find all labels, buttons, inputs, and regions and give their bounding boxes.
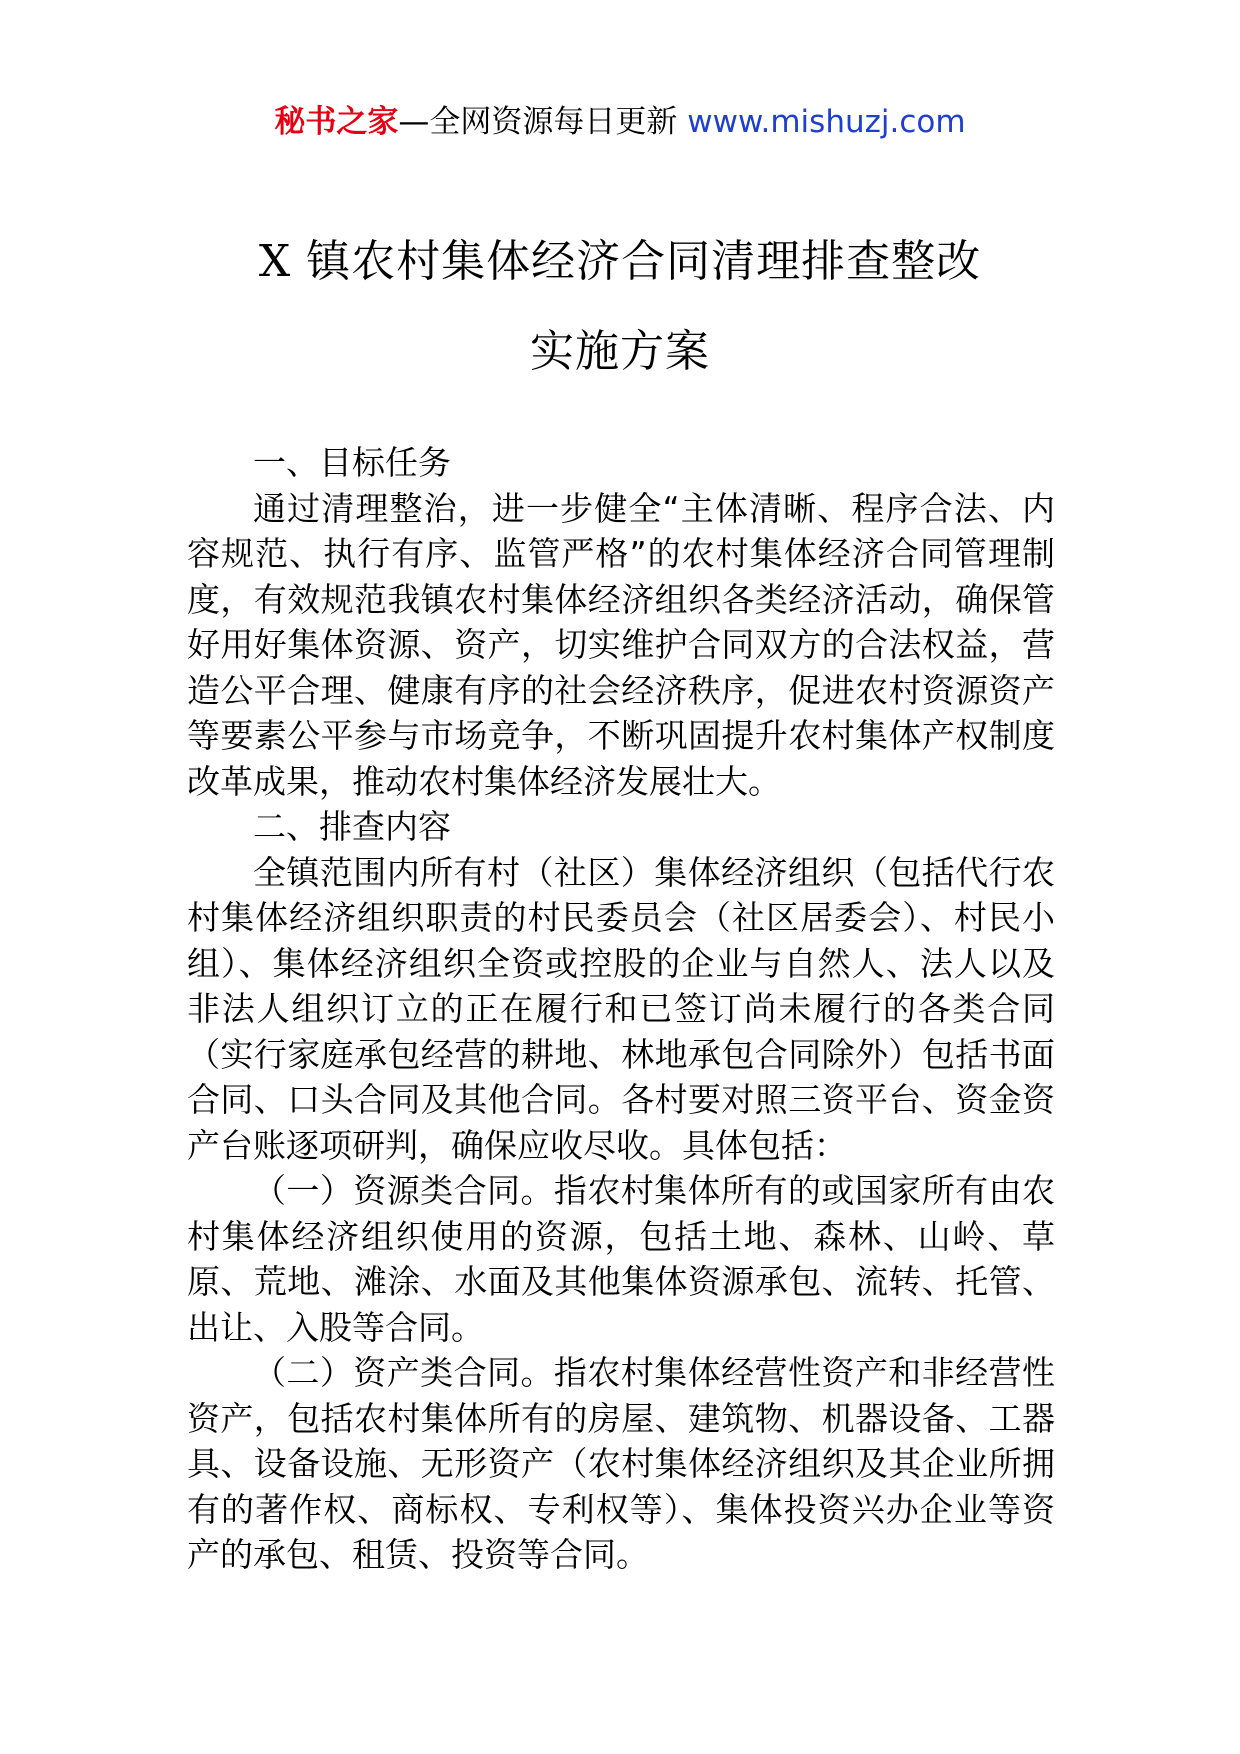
sub-item-asset-contracts: （二）资产类合同。指农村集体经营性资产和非经营性资产，包括农村集体所有的房屋、建筑物、机器设备、工器具、设备设施、无形资产（农村集体经济组织及其企业所拥有的著作权、商标权、专利权等）、集体投资兴办企业等资产的承包、租赁、投资等合同。 (187, 1353, 1055, 1574)
header-tagline: —全网资源每日更新 (398, 104, 688, 140)
section-paragraph-goals: 通过清理整治，进一步健全“主体清晰、程序合法、内容规范、执行有序、监管严格”的农村集体经济合同管理制度，有效规范我镇农村集体经济组织各类经济活动，确保管好用好集体资源、资产，切实维护合同双方的合法权益，营造公平合理、健康有序的社会经济秩序，促进农村资源资产等要素公平参与市场竞争，不断巩固提升农村集体产权制度改革成果，推动农村集体经济发展壮大。 (187, 488, 1055, 801)
site-header (0, 100, 1240, 144)
section-heading-goals: 一、目标任务 (253, 443, 451, 482)
section-heading-scope: 二、排查内容 (253, 807, 451, 846)
document-title-line-2: 实施方案 (530, 326, 710, 377)
document-title-line-1: X 镇农村集体经济合同清理排查整改 (258, 236, 982, 287)
sub-item-resource-contracts: （一）资源类合同。指农村集体所有的或国家所有由农村集体经济组织使用的资源，包括土地、森林、山岭、草原、荒地、滩涂、水面及其他集体资源承包、流转、托管、出让、入股等合同。 (187, 1171, 1055, 1347)
site-url-link[interactable]: www.mishuzj.com (687, 104, 966, 140)
section-paragraph-scope: 全镇范围内所有村（社区）集体经济组织（包括代行农村集体经济组织职责的村民委员会（社区居委会）、村民小组）、集体经济组织全资或控股的企业与自然人、法人以及非法人组织订立的正在履行和已签订尚未履行的各类合同（实行家庭承包经营的耕地、林地承包合同除外）包括书面合同、口头合同及其他合同。各村要对照三资平台、资金资产台账逐项研判，确保应收尽收。具体包括： (187, 852, 1055, 1165)
brand-name: 秘书之家 (274, 104, 399, 140)
document-body (187, 440, 1055, 1578)
